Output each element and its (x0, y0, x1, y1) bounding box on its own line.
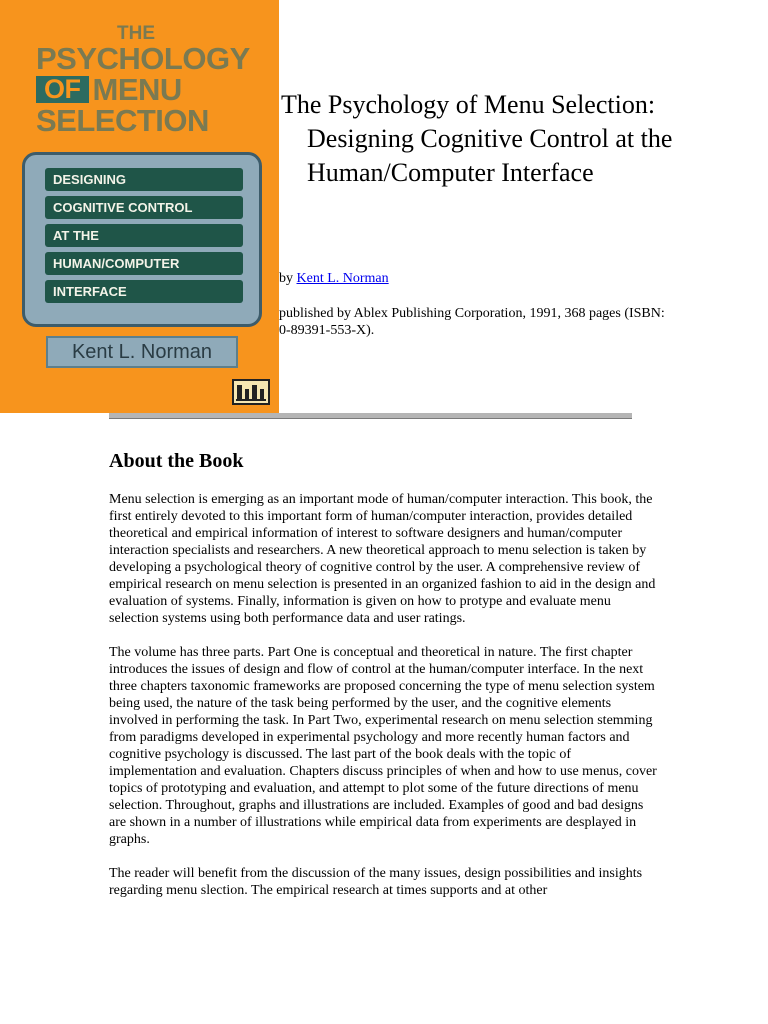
about-paragraph: The volume has three parts. Part One is conceptual and theoretical in nature. The first chapter introduces the issues of design and flow of control at the human/computer interface. In the next three chapters taxonomic frameworks are proposed concerning the type of menu selection system being used, the nature of the task being performed by the user, and the cognitive elements involved in performing the task. In Part Two, experimental research on menu selection stemming from paradigms developed in experimental psychology and more recently human factors and cognitive psychology is discussed. The last part of the book deals with the topic of implementation and evaluation. Chapters discuss principles of when and how to use menus, cover topics of prototyping and evaluation, and attempt to plot some of the future directions of menu selection. Throughout, graphs and illustrations are included. Examples of good and bad designs are shown in a number of illustrations while empirical data from experiments are desplayed in graphs. (109, 645, 657, 847)
book-cover-image (0, 0, 279, 413)
about-paragraph: The reader will benefit from the discussion of the many issues, design possibilities and insights regarding menu slection. The empirical research at times supports and at other (109, 866, 643, 898)
cover-title-psychology: PSYCHOLOGY (36, 41, 250, 76)
cover-screen-line: HUMAN/COMPUTER (45, 252, 243, 275)
cover-screen-line: INTERFACE (45, 280, 243, 303)
publication-info: published by Ablex Publishing Corporation, 1991, 368 pages (ISBN: 0-89391-553-X). (279, 306, 665, 338)
cover-screen-line: COGNITIVE CONTROL (45, 196, 243, 219)
about-heading: About the Book (109, 450, 244, 472)
about-body (109, 491, 657, 916)
cover-title-of: OF (36, 76, 89, 103)
page-title: The Psychology of Menu Selection: Designing Cognitive Control at the Human/Computer Interface (281, 90, 673, 187)
byline (279, 271, 389, 287)
about-paragraph: Menu selection is emerging as an important mode of human/computer interaction. This book, the first entirely devoted to this important form of human/computer interaction, provides detailed theoretical and empirical information of interest to software designers and human/computer interaction specialists and researchers. A new theoretical approach to menu selection is taken by developing a psychological theory of cognitive control by the user. A comprehensive review of empirical research on menu selection is presented in an organized fashion to aid in the design and evaluation of systems. Finally, information is given on how to protype and evaluate menu selection systems using both performance data and user ratings. (109, 492, 656, 626)
cover-title-menu: MENU (92, 72, 182, 107)
cover-monitor-graphic (22, 152, 262, 327)
horizontal-divider (109, 413, 632, 419)
cover-title-of-menu (36, 74, 256, 105)
cover-title-the: THE (117, 23, 155, 44)
publisher-logo-icon (232, 379, 270, 405)
author-link[interactable]: Kent L. Norman (296, 271, 389, 286)
cover-author: Kent L. Norman (46, 336, 238, 368)
cover-screen-line: AT THE (45, 224, 243, 247)
cover-title-selection: SELECTION (36, 103, 209, 138)
byline-label: by (279, 271, 293, 286)
cover-screen-line: DESIGNING (45, 168, 243, 191)
cover-title (36, 24, 256, 136)
